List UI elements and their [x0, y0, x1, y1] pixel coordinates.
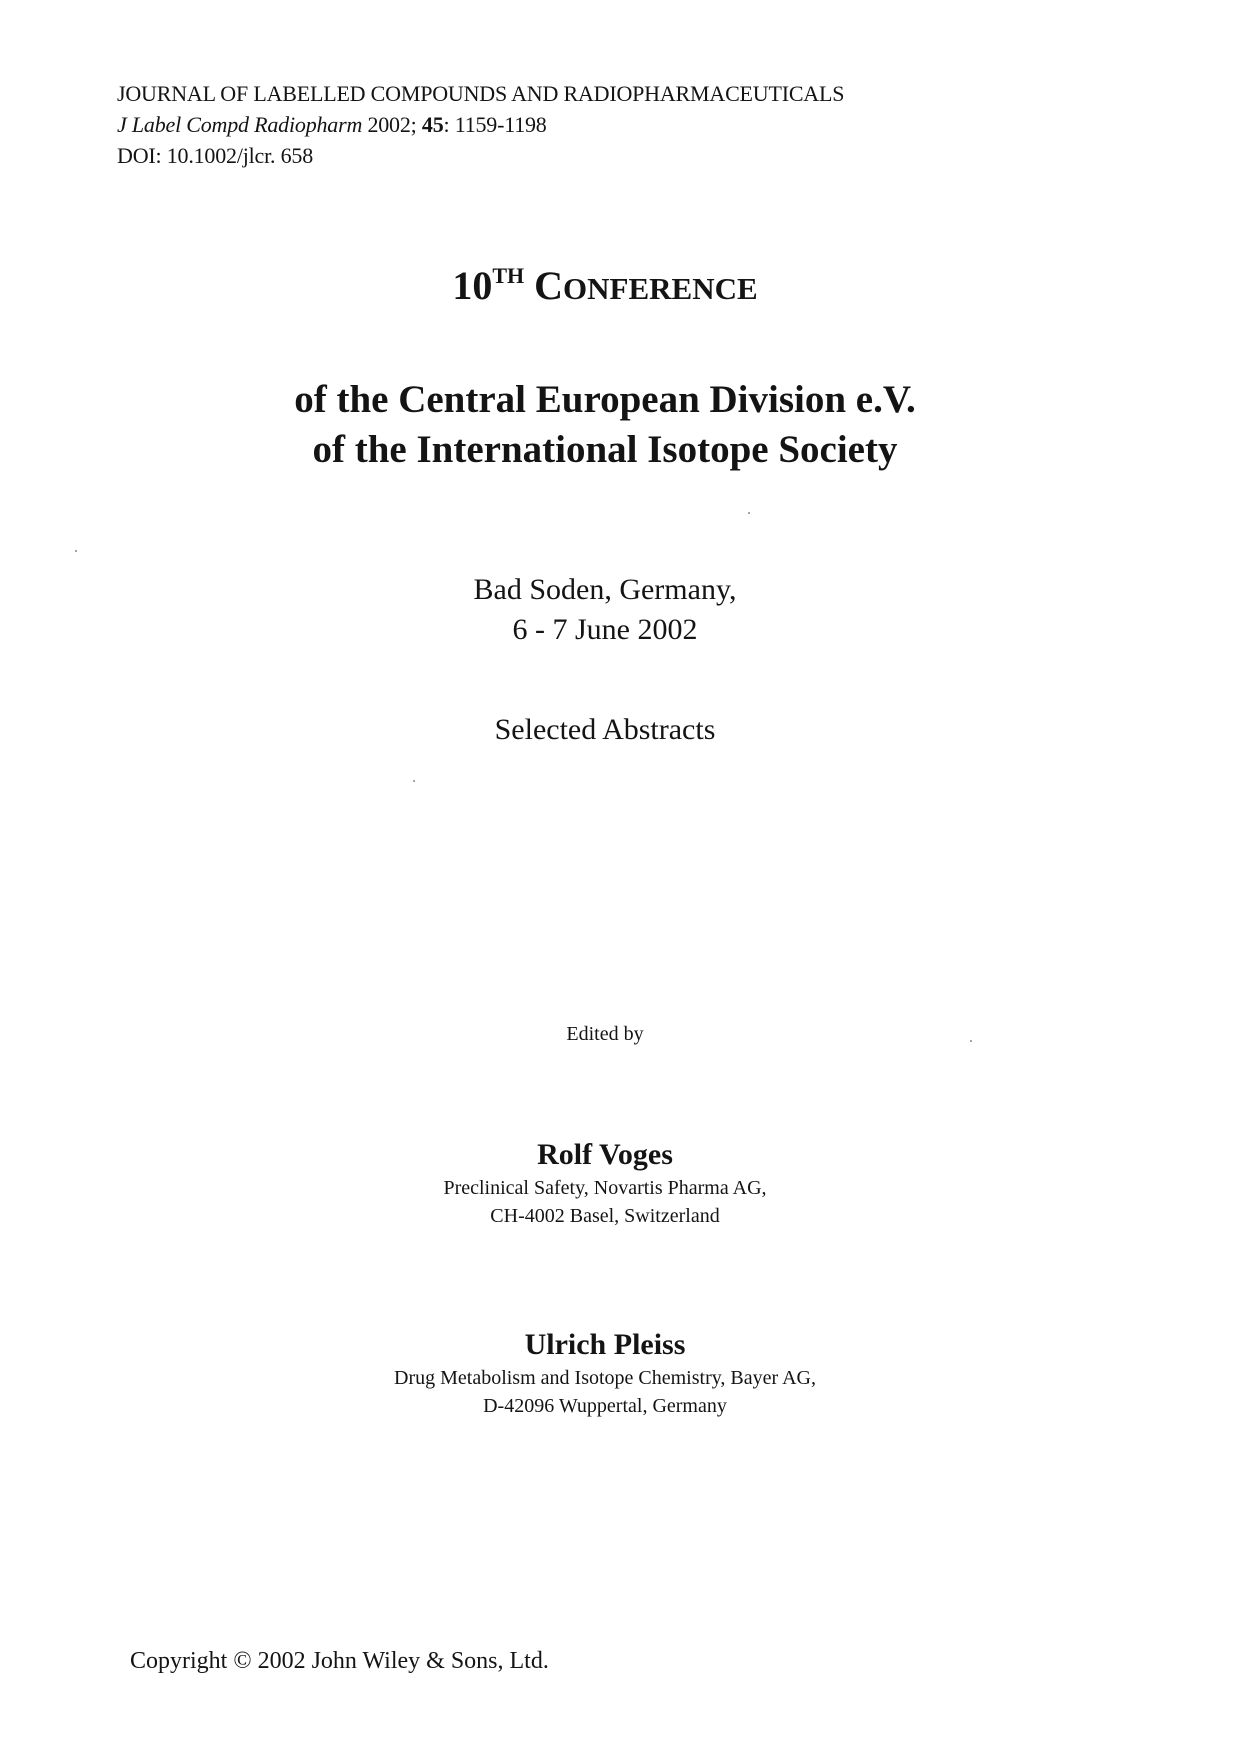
editor-name: Ulrich Pleiss — [524, 1328, 686, 1361]
editor-affiliation-line-2: D-42096 Wuppertal, Germany — [483, 1395, 727, 1417]
journal-abbrev: J Label Compd Radiopharm — [117, 112, 363, 137]
editor-name: Rolf Voges — [537, 1138, 673, 1171]
ordinal-suffix: TH — [492, 263, 525, 288]
editor-affiliation-line-1: Drug Metabolism and Isotope Chemistry, Bayer AG, — [394, 1367, 816, 1389]
citation-year: 2002; — [367, 112, 417, 137]
citation-volume: 45 — [421, 112, 444, 137]
editor-block — [0, 1136, 1210, 1230]
conference-word-rest: ONFERENCE — [563, 271, 758, 306]
citation — [117, 109, 844, 140]
citation-pages: : 1159-1198 — [443, 112, 547, 137]
subtitle-line-1: of the Central European Division e.V. — [294, 378, 916, 421]
scan-speck — [970, 1040, 972, 1042]
location-dates: 6 - 7 June 2002 — [512, 613, 698, 646]
conference-number: 10 — [452, 263, 493, 308]
location-place: Bad Soden, Germany, — [473, 573, 737, 606]
document-type: Selected Abstracts — [494, 713, 716, 746]
conference-title — [0, 262, 1210, 313]
copyright-notice: Copyright © 2002 John Wiley & Sons, Ltd. — [130, 1648, 549, 1674]
scan-speck — [748, 512, 750, 514]
subtitle-line-2: of the International Isotope Society — [312, 428, 898, 471]
conference-word-initial: C — [534, 263, 564, 308]
edited-by-label: Edited by — [566, 1023, 644, 1045]
scan-speck — [75, 550, 77, 552]
conference-subtitle — [0, 375, 1210, 475]
editor-affiliation-line-1: Preclinical Safety, Novartis Pharma AG, — [443, 1177, 767, 1199]
doi: DOI: 10.1002/jlcr. 658 — [117, 143, 314, 168]
journal-header — [117, 78, 844, 171]
editor-block — [0, 1326, 1210, 1420]
editor-affiliation-line-2: CH-4002 Basel, Switzerland — [490, 1205, 720, 1227]
conference-location — [0, 570, 1210, 650]
journal-name: JOURNAL OF LABELLED COMPOUNDS AND RADIOPHARMACEUTICALS — [117, 81, 845, 106]
scan-speck — [413, 780, 415, 782]
